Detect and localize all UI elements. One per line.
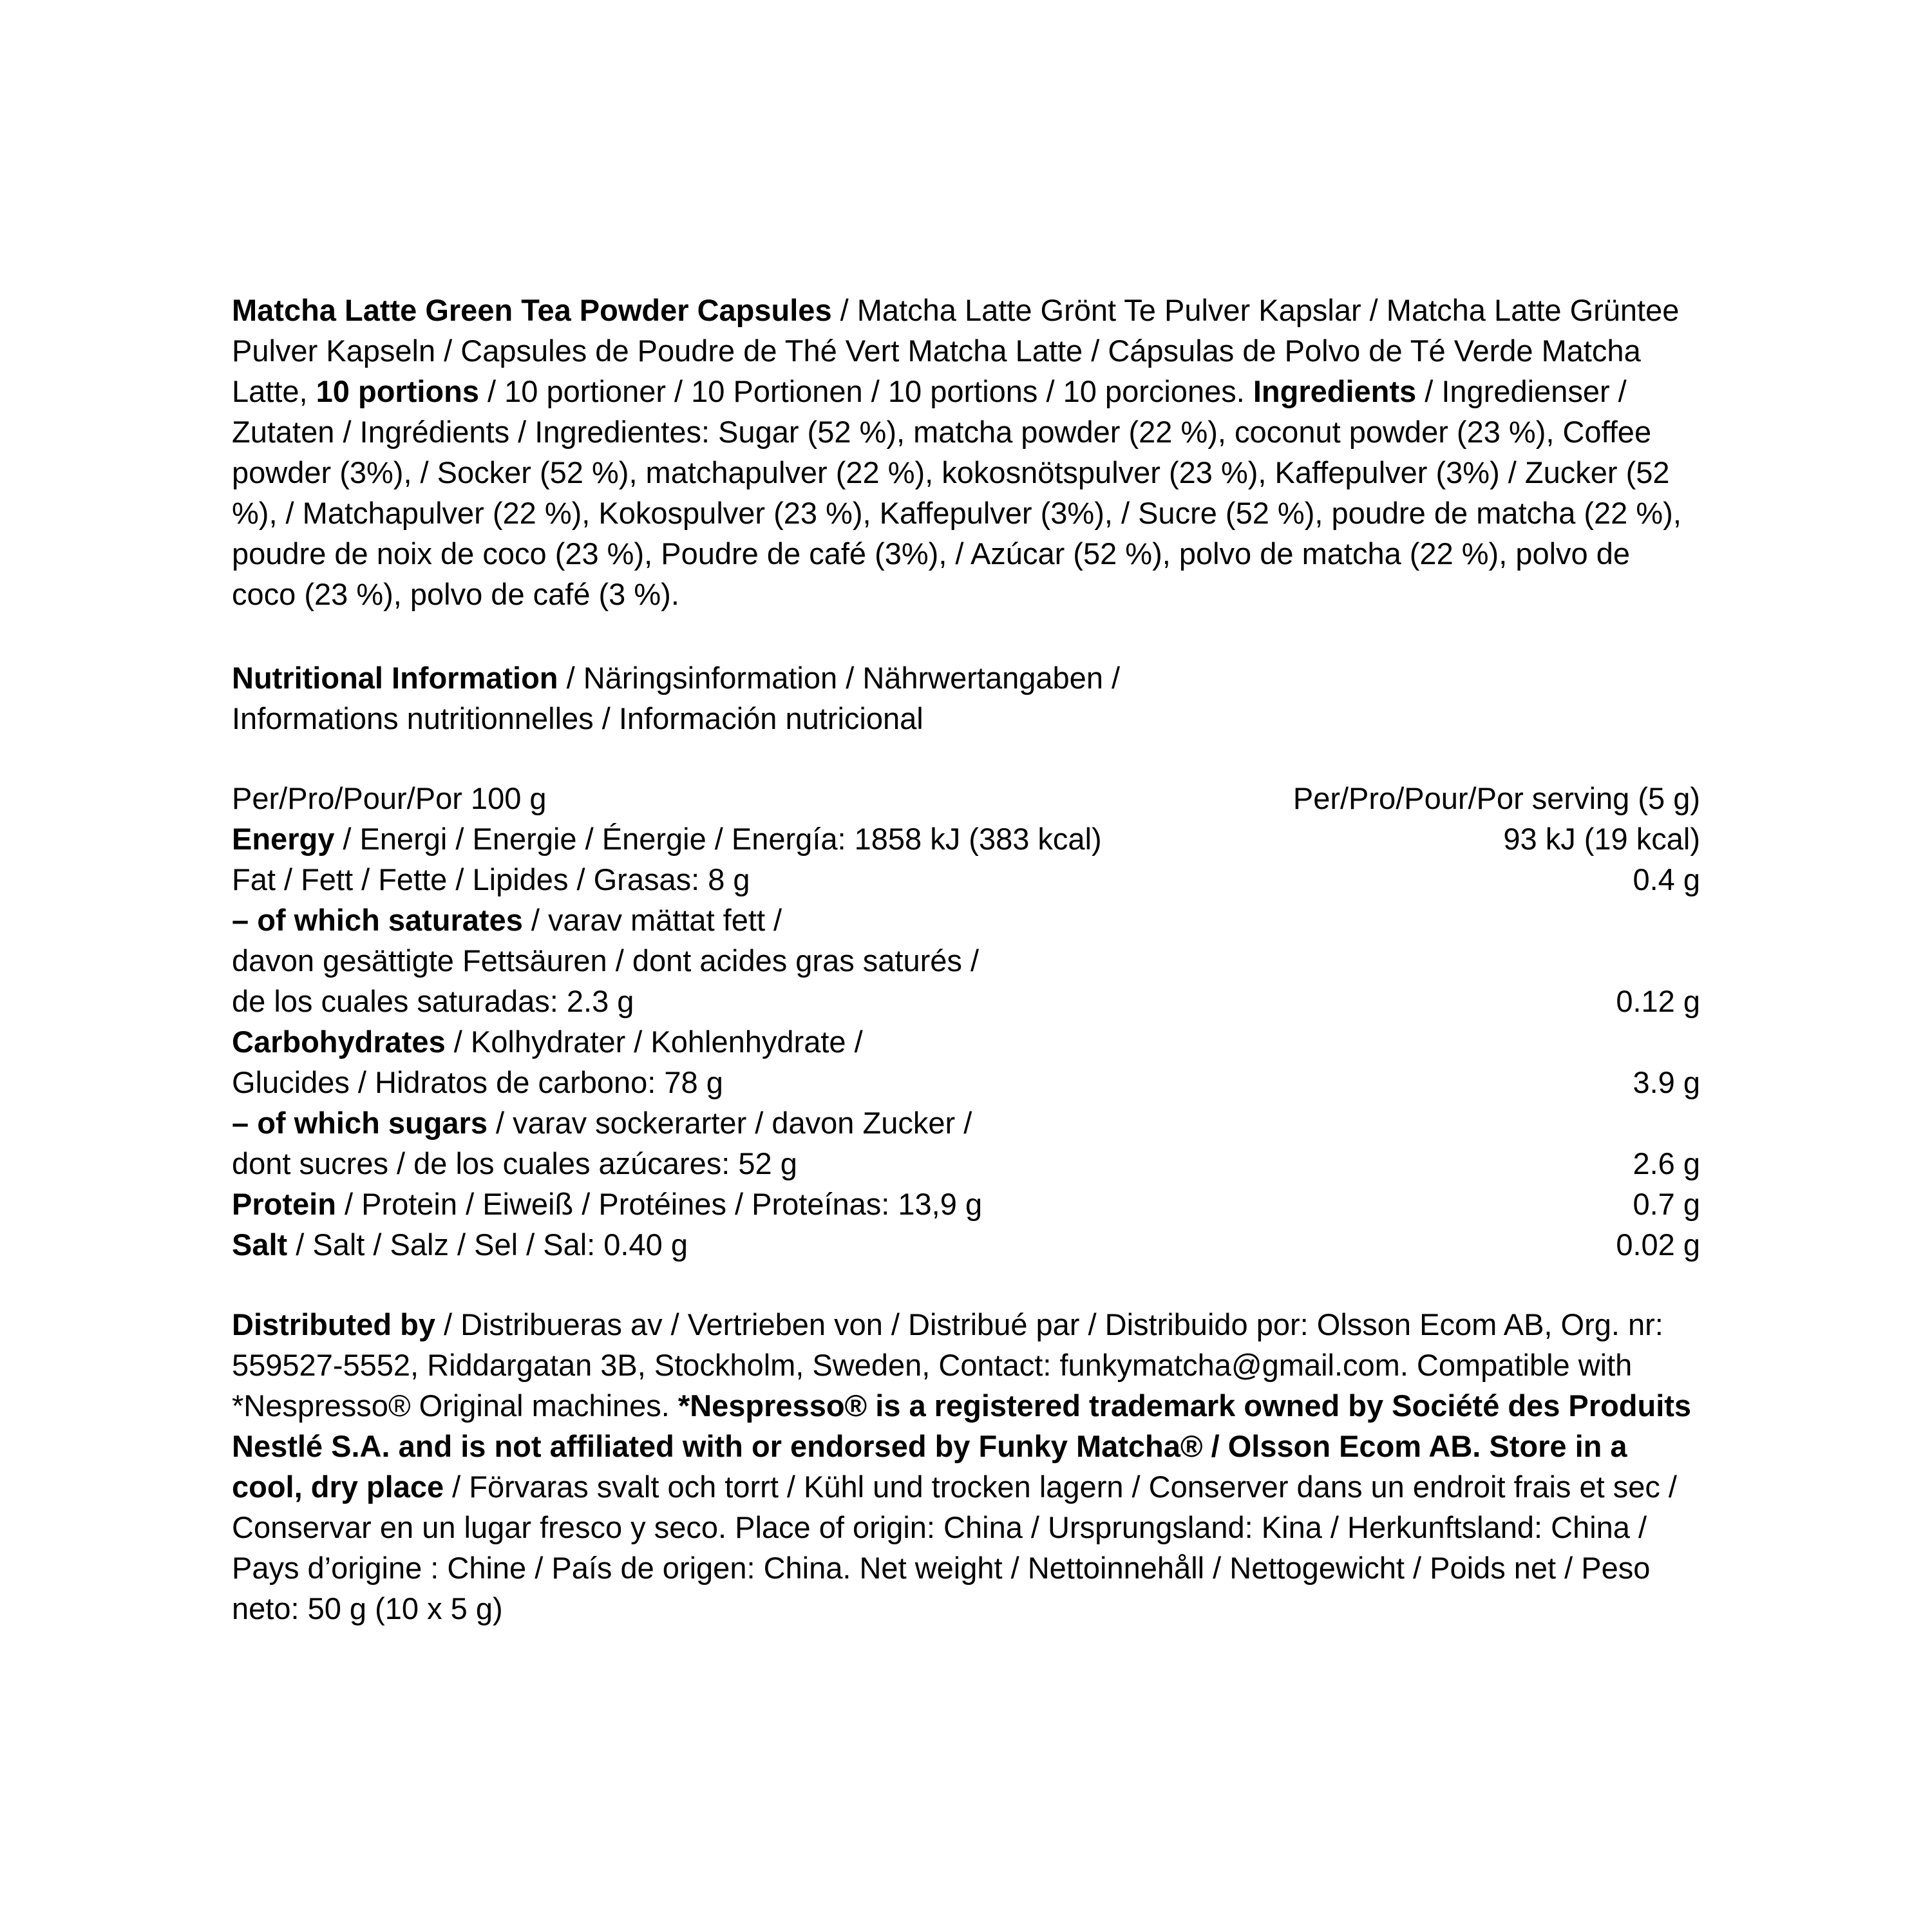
text-segment: Salt [232,1227,288,1262]
nutrition-row-saturates-cont [232,940,1700,981]
text-segment: %), / Matchapulver (22 %), Kokospulver (23 %), Kaffepulver (3%), / Sucre (52 %), poudre de matcha (22 %), [232,496,1681,530]
row-value: 2.6 g [1633,1146,1700,1180]
text-segment: Pays d’origine : Chine / País de origen: China. Net weight / Nettoinnehåll / Nettogewicht / Poids net / Peso [232,1551,1651,1585]
nutrition-heading [232,658,1700,739]
row-value [1674,900,1700,940]
nutrition-heading-line [232,658,1700,698]
footer-line [232,1588,1700,1629]
text-segment: 10 portions [316,374,479,408]
text-segment: – of which saturates [232,903,523,937]
column-header-per-serving: Per/Pro/Pour/Por serving (5 g) [1293,781,1700,815]
text-segment: Matcha Latte Green Tea Powder Capsules [232,293,832,327]
row-label [232,981,634,1021]
text-segment: Zutaten / Ingrédients / Ingredientes: Sugar (52 %), matcha powder (22 %), coconut powder (23 %), Coffee [232,415,1652,449]
nutrition-row-fat [232,859,1700,900]
text-segment: davon gesättigte Fettsäuren / dont acides gras saturés / [232,943,980,978]
nutrition-row-salt [232,1224,1700,1265]
text-segment: Informations nutritionnelles / Información nutricional [232,701,923,735]
text-segment: / varav sockerarter / davon Zucker / [487,1106,972,1140]
intro-line [232,412,1700,452]
row-value [1674,1103,1700,1143]
row-value [1674,940,1700,981]
row-label [232,1062,723,1103]
footer-line [232,1304,1700,1345]
footer-line [232,1385,1700,1426]
row-value [1674,1021,1700,1062]
text-segment: Latte, [232,374,316,408]
text-segment: Pulver Kapseln / Capsules de Poudre de Thé Vert Matcha Latte / Cápsulas de Polvo de Té Verde Matcha [232,334,1641,368]
nutrition-row-sugars-value [232,1143,1700,1184]
nutrition-heading-line [232,698,1700,739]
intro-line [232,574,1700,614]
intro-line [232,290,1700,330]
text-segment: Glucides / Hidratos de carbono: 78 g [232,1065,723,1099]
row-label [232,819,1102,859]
intro-line [232,533,1700,574]
text-segment: / Förvaras svalt och torrt / Kühl und trocken lagern / Conserver dans un endroit frais et sec / [444,1470,1677,1504]
text-segment: Fat / Fett / Fette / Lipides / Grasas: 8 g [232,862,750,896]
text-segment: coco (23 %), polvo de café (3 %). [232,577,679,611]
text-segment: / Salt / Salz / Sel / Sal: 0.40 g [287,1227,688,1262]
row-label [232,940,979,981]
nutrition-row-carbohydrates-value [232,1062,1700,1103]
text-segment: *Nespresso® Original machines. [232,1388,678,1423]
text-segment: *Nespresso® is a registered trademark owned by Société des Produits [677,1388,1692,1423]
row-value: 0.02 g [1616,1227,1700,1262]
text-segment: / Matcha Latte Grönt Te Pulver Kapslar / Matcha Latte Grüntee [831,293,1680,327]
text-segment: Nestlé S.A. and is not affiliated with or endorsed by Funky Matcha® / Olsson Ecom AB. Store in a [232,1429,1627,1463]
text-segment: Conservar en un lugar fresco y seco. Place of origin: China / Ursprungsland: Kina / Herkunftsland: China / [232,1510,1647,1544]
row-label [232,859,750,900]
intro-line [232,493,1700,533]
text-segment: – of which sugars [232,1106,488,1140]
row-label [232,1143,797,1184]
footer-line [232,1466,1700,1507]
nutrition-row-sugars [232,1103,1700,1143]
nutrition-row-carbohydrates [232,1021,1700,1062]
nutrition-table [232,778,1700,1265]
row-label [232,1021,863,1062]
row-value: 0.12 g [1616,984,1700,1018]
text-segment: Per/Pro/Pour/Por 100 g [232,781,547,815]
intro-line [232,371,1700,412]
text-segment: / varav mättat fett / [522,903,782,937]
text-segment: dont sucres / de los cuales azúcares: 52 g [232,1146,797,1180]
row-value: 0.7 g [1633,1187,1700,1221]
row-value: 93 kJ (19 kcal) [1503,822,1700,856]
intro-paragraph [232,290,1700,614]
nutrition-row-energy [232,819,1700,859]
text-segment: Energy [232,822,335,856]
text-segment: / Distribueras av / Vertrieben von / Distribué par / Distribuido por: Olsson Ecom AB, Org. nr: [435,1307,1663,1341]
product-label [232,290,1700,1629]
text-segment: / Energi / Energie / Énergie / Energía: 1858 kJ (383 kcal) [334,822,1102,856]
footer-line [232,1345,1700,1385]
text-segment: Nutritional Information [232,661,558,695]
footer-line [232,1426,1700,1466]
row-label [232,1184,982,1224]
text-segment: de los cuales saturadas: 2.3 g [232,984,634,1018]
text-segment: neto: 50 g (10 x 5 g) [232,1591,503,1625]
nutrition-row-saturates [232,900,1700,940]
text-segment: 559527-5552, Riddargatan 3B, Stockholm, Sweden, Contact: funkymatcha@gmail.com. Compatible with [232,1348,1633,1382]
text-segment: Ingredients [1253,374,1417,408]
intro-line [232,330,1700,371]
footer-line [232,1548,1700,1588]
footer-line [232,1507,1700,1548]
column-header-per-100g [232,778,547,819]
row-label [232,1103,972,1143]
text-segment: poudre de noix de coco (23 %), Poudre de café (3%), / Azúcar (52 %), polvo de matcha (22 %), polvo de [232,536,1631,571]
text-segment: / Kolhydrater / Kohlenhydrate / [445,1025,863,1059]
row-value: 0.4 g [1633,862,1700,896]
text-segment: / Näringsinformation / Nährwertangaben / [558,661,1121,695]
text-segment: powder (3%), / Socker (52 %), matchapulver (22 %), kokosnötspulver (23 %), Kaffepulver (3%) / Zucker (52 [232,455,1670,489]
text-segment: Carbohydrates [232,1025,446,1059]
nutrition-table-header-row [232,778,1700,819]
nutrition-row-protein [232,1184,1700,1224]
nutrition-row-saturates-value [232,981,1700,1021]
row-value: 3.9 g [1633,1065,1700,1099]
text-segment: / Protein / Eiweiß / Protéines / Proteínas: 13,9 g [336,1187,983,1221]
row-label [232,900,782,940]
footer-paragraph [232,1304,1700,1629]
text-segment: / 10 portioner / 10 Portionen / 10 portions / 10 porciones. [478,374,1253,408]
text-segment: cool, dry place [232,1470,444,1504]
text-segment: Protein [232,1187,336,1221]
text-segment: Distributed by [232,1307,435,1341]
text-segment: / Ingredienser / [1416,374,1627,408]
intro-line [232,452,1700,493]
row-label [232,1224,688,1265]
